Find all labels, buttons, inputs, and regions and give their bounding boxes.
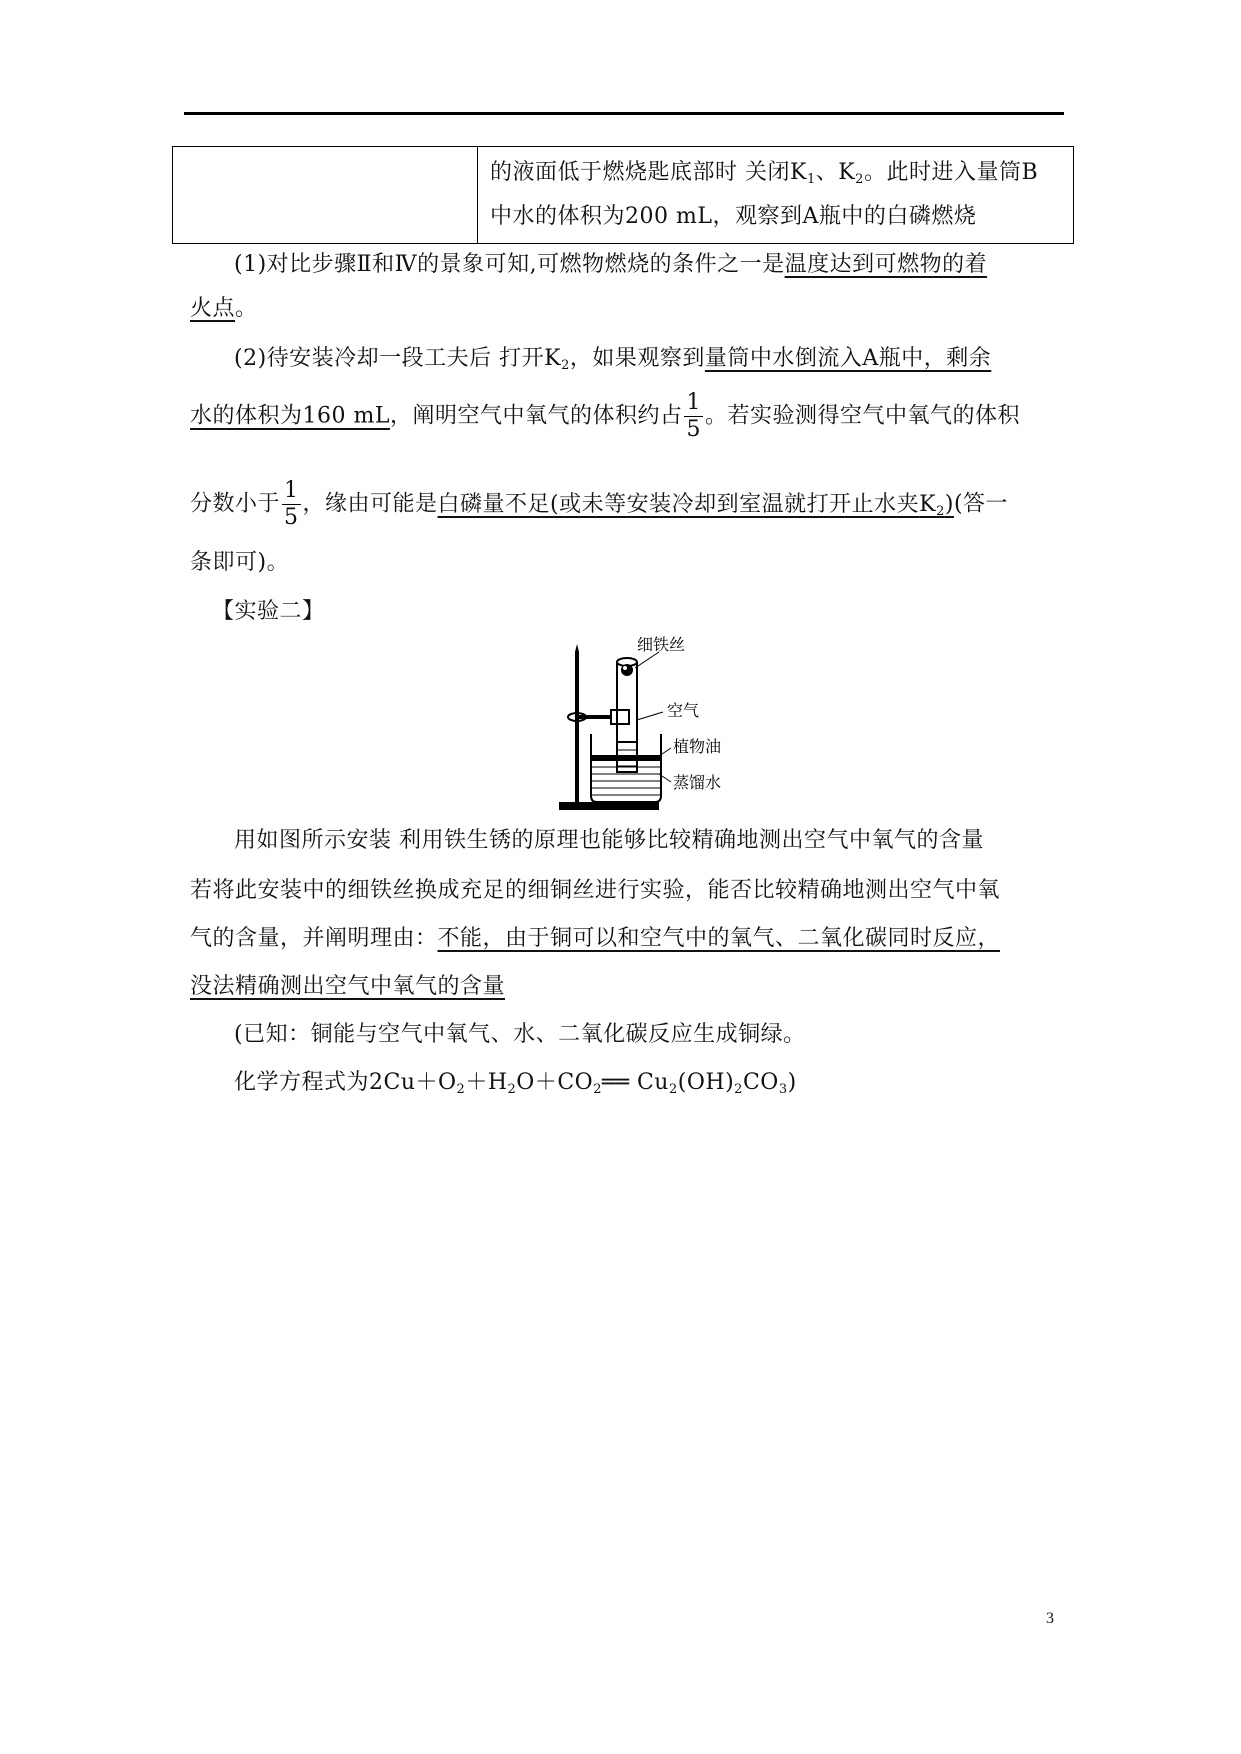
apparatus-figure: [555, 632, 775, 817]
k2-sub: 2: [855, 172, 864, 187]
p3-text-1: 用如图所示安装 利用铁生锈的原理也能够比较精确地测出空气中氧气的含量: [234, 828, 984, 853]
q2-answer-b: 水的体积为160 mL: [190, 403, 390, 429]
p3-line-4: [190, 972, 1060, 1002]
q2-text-g: (答一: [953, 491, 1009, 517]
label-water: 蒸馏水: [673, 773, 722, 792]
continued-table: [172, 146, 1074, 244]
q2-answer-k: K: [919, 491, 937, 517]
oil-layer: [592, 755, 660, 761]
note-equation: [190, 1068, 1060, 1098]
table-cell-empty: [173, 147, 478, 244]
beaker: [591, 734, 661, 802]
exp2-title-text: 【实验二】: [212, 599, 325, 624]
k1-sub: 1: [806, 172, 816, 187]
fraction-one-fifth-2: [282, 480, 301, 529]
p3-line-1: [190, 826, 1060, 856]
fraction-den: 5: [284, 505, 299, 530]
leader-wire: [635, 652, 659, 668]
stand-rod: [575, 652, 579, 802]
eq-sub: 2: [668, 1082, 678, 1097]
fraction-den: 5: [686, 417, 701, 442]
q2-answer-c: [438, 492, 954, 517]
rod-tip: [575, 644, 579, 652]
fraction-num: 1: [686, 390, 701, 415]
table-row: [173, 147, 1074, 244]
k2: K: [838, 160, 856, 185]
note-text: (已知：铜能与空气中氧气、水、二氧化碳反应生成铜绿。: [234, 1022, 806, 1047]
clamp-jaw: [611, 710, 629, 724]
q2-text-f: ，缘由可能是: [302, 491, 438, 517]
eq-part: CO: [742, 1070, 779, 1095]
q2-text-a: (2)待安装冷却一段工夫后 打开: [234, 346, 545, 371]
q1-end: 。: [235, 296, 258, 321]
iron-wire-highlight: [623, 666, 627, 670]
eq-part: (OH): [677, 1070, 735, 1095]
q2-text-b: ，如果观察到: [569, 346, 705, 371]
q1-line-1: [190, 250, 1060, 280]
fraction-one-fifth: [684, 392, 703, 441]
eq-sub: 2: [734, 1082, 743, 1097]
q2-text-e: 分数小于: [190, 491, 281, 517]
exp2-title: [190, 597, 1060, 627]
q2-text-c: ，阐明空气中氧气的体积约占: [389, 403, 683, 429]
table-text-end: 。此时进入量筒B: [863, 160, 1039, 185]
eq-sub: 2: [507, 1082, 517, 1097]
q1-answer: 温度达到可燃物的着: [784, 252, 988, 277]
q2-answer-k-sub: 2: [936, 503, 945, 519]
p3-line-3: [190, 924, 1060, 954]
q1-text: (1)对比步骤Ⅱ和Ⅳ的景象可知,可燃物燃烧的条件之一是: [234, 252, 785, 277]
q2-line-2: [190, 392, 1060, 441]
stand-base: [559, 802, 659, 810]
table-text: 的液面低于燃烧匙底部时 关闭: [490, 160, 790, 185]
q2-answer-c-end: ): [944, 491, 954, 517]
table-cell-step: [478, 147, 1074, 244]
q1-answer-end: 火点: [190, 296, 236, 321]
q2-line-4: 条即可)。: [190, 550, 290, 575]
table-line-1: [490, 151, 1061, 195]
leader-air: [637, 712, 663, 720]
p3-text-3: 气的含量，并阐明理由：: [190, 926, 438, 951]
table-line-2: 中水的体积为200 mL，观察到A瓶中的白磷燃烧: [490, 204, 977, 229]
eq-sub: 2: [456, 1082, 466, 1097]
k1: K: [790, 160, 807, 185]
sep: 、: [815, 160, 839, 185]
p3-answer-b: 没法精确测出空气中氧气的含量: [190, 974, 506, 999]
q2-k: K: [544, 346, 562, 371]
eq-part: 化学方程式为2Cu＋O: [234, 1070, 457, 1095]
note-line-1: [190, 1020, 1060, 1050]
p3-answer-a: 不能，由于铜可以和空气中的氧气、二氧化碳同时反应，: [437, 926, 1001, 951]
label-oil: 植物油: [673, 737, 722, 756]
iron-wire-ball: [621, 664, 633, 676]
q2-text-d: 。若实验测得空气中氧气的体积: [704, 403, 1020, 429]
q2-line-1: [190, 344, 1060, 374]
q2-k-sub: 2: [561, 358, 570, 373]
q1-line-2: [190, 294, 1060, 324]
eq-part: ══ Cu: [601, 1070, 669, 1095]
q2-answer-c-text: 白磷量不足(或未等安装冷却到室温就打开止水夹: [437, 491, 920, 517]
eq-part: ): [787, 1070, 797, 1095]
page-number: 3: [1046, 1610, 1054, 1627]
eq-sub: 3: [778, 1082, 788, 1097]
label-iron-wire: 细铁丝: [637, 635, 686, 654]
header-rule: [184, 112, 1064, 115]
eq-sub: 2: [593, 1082, 602, 1097]
label-air: 空气: [667, 701, 700, 720]
fraction-num: 1: [284, 478, 299, 503]
eq-part: ＋H: [465, 1070, 508, 1095]
p3-line-2: 若将此安装中的细铁丝换成充足的细铜丝进行实验，能否比较精确地测出空气中氧: [190, 878, 1001, 903]
q2-answer-a: 量筒中水倒流入A瓶中，剩余: [704, 346, 992, 371]
eq-part: O＋CO: [516, 1070, 594, 1095]
q2-line-3: [190, 480, 1060, 529]
